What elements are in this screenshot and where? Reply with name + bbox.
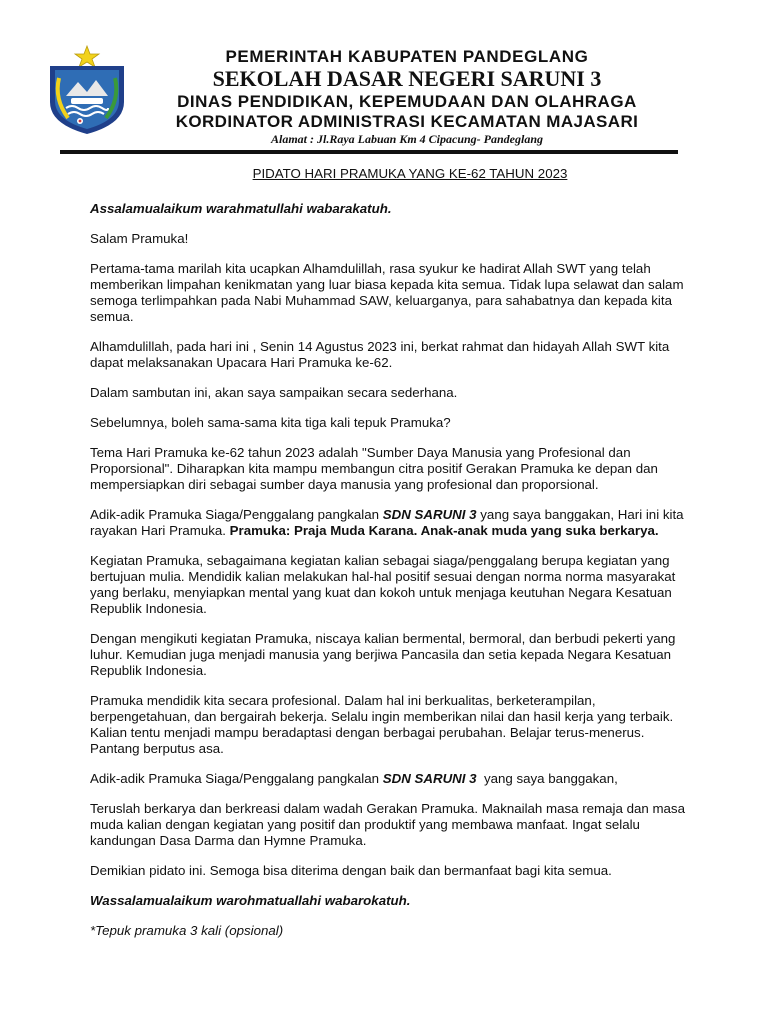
paragraph-intro: Dalam sambutan ini, akan saya sampaikan secara sederhana. [90,385,458,400]
paragraph-character: Dengan mengikuti kegiatan Pramuka, niscaya kalian bermental, bermoral, dan berbudi pekerti yang luhur. Kemudian juga menjadi manusia yang berjiwa Pancasila dan setia kepada Negara Kesatuan Republik Indonesia. [90,631,676,678]
footnote: *Tepuk pramuka 3 kali (opsional) [90,923,284,938]
opening-greeting: Assalamualaikum warahmatullahi wabarakatuh. [90,201,392,216]
paragraph-address-1 [90,507,690,539]
paragraph-theme: Tema Hari Pramuka ke-62 tahun 2023 adalah "Sumber Daya Manusia yang Profesional dan Proporsional". Diharapkan kita mampu membangun citra positif Gerakan Pramuka ke depan dan mempersiapkan diri sebagai sumber daya manusia yang profesional dan proporsional. [90,445,658,492]
pandeglang-regency-crest-icon [44,44,130,136]
address-suffix: yang saya banggakan, Hari ini kita rayakan Hari Pramuka. [90,507,684,538]
paragraph-closing-remarks: Demikian pidato ini. Semoga bisa diterima dengan baik dan bermanfaat bagi kita semua. [90,863,612,878]
address-prefix: Adik-adik Pramuka Siaga/Penggalang pangkalan [90,507,383,522]
paragraph-tepuk: Sebelumnya, boleh sama-sama kita tiga kali tepuk Pramuka? [90,415,451,430]
speech-body [90,166,690,953]
paragraph-date: Alhamdulillah, pada hari ini , Senin 14 Agustus 2023 ini, berkat rahmat dan hidayah Allah SWT kita dapat melaksanakan Upacara Hari Pramuka ke-62. [90,339,670,370]
closing-greeting: Wassalamualaikum warohmatuallahi wabarokatuh. [90,893,411,908]
scout-greeting: Salam Pramuka! [90,231,189,246]
letterhead-divider [60,150,678,154]
letterhead-coordinator: KORDINATOR ADMINISTRASI KECAMATAN MAJASARI [175,112,639,131]
paragraph-encouragement: Teruslah berkarya dan berkreasi dalam wadah Gerakan Pramuka. Maknailah masa remaja dan masa muda kalian dengan kegiatan yang positif dan produktif yang membawa manfaat. Ingat selalu kandungan Dasa Darma dan Hymne Pramuka. [90,801,685,848]
letterhead-address: Alamat : Jl.Raya Labuan Km 4 Cipacung- Pandeglang [270,132,544,146]
school-name: SDN SARUNI 3 [382,507,477,522]
paragraph-gratitude: Pertama-tama marilah kita ucapkan Alhamdulillah, rasa syukur ke hadirat Allah SWT yang telah memberikan limpahan kenikmatan yang luar biasa kepada kita semua. Tidak lupa selawat dan salam semoga terlimpahkan pada Nabi Muhammad SAW, keluarganya, para sahabatnya dan kepada kita semua. [90,261,684,324]
school-name: SDN SARUNI 3 [382,771,477,786]
paragraph-activities: Kegiatan Pramuka, sebagaimana kegiatan kalian sebagai siaga/penggalang berupa kegiatan yang bertujuan mulia. Mendidik kalian melakukan hal-hal positif sesuai dengan norma norma masyarakat yang berlaku, menyiapkan mental yang kuat dan kokoh untuk menjaga keutuhan Negara Kesatuan Republik Indonesia. [90,553,676,616]
address-suffix: yang saya banggakan, [476,771,618,786]
document-title: PIDATO HARI PRAMUKA YANG KE-62 TAHUN 2023 [252,166,568,181]
letterhead-school-name: SEKOLAH DASAR NEGERI SARUNI 3 [212,66,602,91]
paragraph-professional: Pramuka mendidik kita secara profesional. Dalam hal ini berkualitas, berketerampilan, berpengetahuan, dan bergairah bekerja. Selalu ingin memberikan nilai dan hasil kerja yang terbaik. Kalian tentu menjadi mampu beradaptasi dengan berbagai perubahan. Belajar terus-menerus. Pantang berputus asa. [90,693,674,756]
scout-motto: Pramuka: Praja Muda Karana. Anak-anak muda yang suka berkarya. [229,523,659,538]
letterhead [132,48,682,145]
address-prefix: Adik-adik Pramuka Siaga/Penggalang pangkalan [90,771,383,786]
letterhead-department: DINAS PENDIDIKAN, KEPEMUDAAN DAN OLAHRAGA [177,92,637,111]
letterhead-government: PEMERINTAH KABUPATEN PANDEGLANG [225,47,589,66]
paragraph-address-2 [90,771,690,787]
